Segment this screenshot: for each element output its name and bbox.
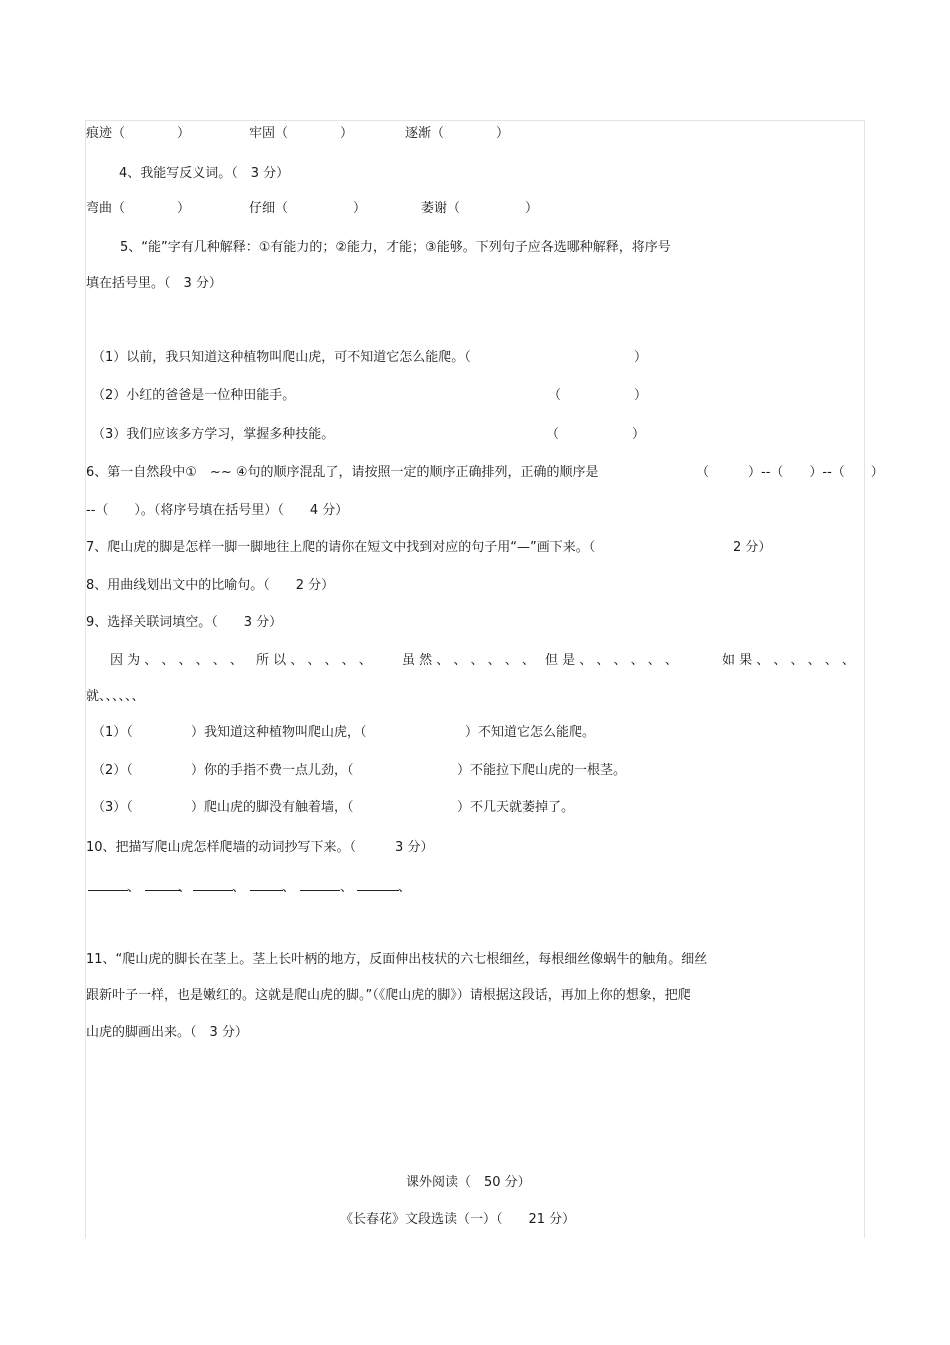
- q9-item-3-num: （3）（: [92, 800, 133, 815]
- section-subtitle: 《长春花》文段选读（一）（ 21 分）: [340, 1212, 576, 1227]
- q5-item-1-paren-close: ）: [634, 350, 648, 365]
- q7-text: 7、爬山虎的脚是怎样一脚一脚地往上爬的请你在短文中找到对应的句子用“—”画下来。（: [86, 540, 596, 555]
- q10-heading: 10、把描写爬山虎怎样爬墙的动词抄写下来。（ 3 分）: [86, 840, 434, 855]
- q9-item-2-end: ）不能拉下爬山虎的一根茎。: [457, 763, 627, 778]
- q6-line-2: --（ ）。（将序号填在括号里）（ 4 分）: [86, 503, 349, 518]
- q4-heading: 4、我能写反义词。（ 3 分）: [119, 166, 290, 181]
- q5-item-2-paren-close: ）: [634, 388, 648, 403]
- q11-line-3: 山虎的脚画出来。（ 3 分）: [86, 1025, 248, 1040]
- q5-item-2: （2）小红的爸爸是一位种田能手。: [92, 388, 296, 403]
- q5-item-3-paren-close: ）: [632, 427, 646, 442]
- q9-option-2: 所 以 、 、 、 、 、: [256, 653, 372, 668]
- q7-score: 2 分）: [733, 540, 772, 555]
- q9-option-4: 但 是 、 、 、 、 、 、: [545, 653, 678, 668]
- q10-separator-5: 、: [340, 880, 354, 895]
- q5-line-1: 5、“能”字有几种解释：①有能力的；②能力，才能；③能够。下列句子应各选哪种解释，将序号: [120, 240, 671, 255]
- q4-word-1: 弯曲（ ）: [86, 201, 191, 216]
- q9-item-2-mid: ）你的手指不费一点儿劲，（: [191, 763, 354, 778]
- q8-text: 8、用曲线划出文中的比喻句。（ 2 分）: [86, 578, 335, 593]
- q6-order-blanks: （ ）--（ ）--（ ）: [696, 465, 884, 480]
- q10-blank-2[interactable]: [145, 890, 180, 891]
- page-border-top: [85, 120, 865, 121]
- q10-separator-3: 、: [232, 880, 246, 895]
- q10-blank-1[interactable]: [88, 890, 128, 891]
- q11-line-1: 11、“爬山虎的脚长在茎上。茎上长叶柄的地方，反面伸出枝状的六七根细丝，每根细丝像蜗牛的触角。细丝: [86, 952, 708, 967]
- q6-line-1: 6、第一自然段中① ~~ ④句的顺序混乱了，请按照一定的顺序正确排列，正确的顺序是: [86, 465, 599, 480]
- q3-word-2: 牢固（ ）: [249, 126, 354, 141]
- q9-item-1-num: （1）（: [92, 725, 133, 740]
- q4-word-2: 仔细（ ）: [249, 201, 367, 216]
- q9-heading: 9、选择关联词填空。（ 3 分）: [86, 615, 283, 630]
- q9-option-3: 虽 然 、 、 、 、 、 、: [402, 653, 535, 668]
- q3-word-3: 逐渐（ ）: [405, 126, 510, 141]
- q4-word-3: 萎谢（ ）: [421, 201, 539, 216]
- q10-separator-4: 、: [282, 880, 296, 895]
- q9-item-1-end: ）不知道它怎么能爬。: [465, 725, 596, 740]
- q10-separator-1: 、: [127, 880, 141, 895]
- q10-separator-2: 、: [178, 880, 192, 895]
- page-border-right: [864, 120, 865, 1238]
- q9-item-3-mid: ）爬山虎的脚没有触着墙，（: [191, 800, 354, 815]
- q10-blank-3[interactable]: [193, 890, 233, 891]
- q10-blank-6[interactable]: [357, 890, 399, 891]
- q10-blank-4[interactable]: [250, 890, 283, 891]
- q9-option-6: 就、、、、、、: [86, 689, 145, 704]
- q9-option-5: 如 果 、 、 、 、 、 、: [722, 653, 855, 668]
- q10-separator-6: 、: [398, 880, 412, 895]
- q5-line-2: 填在括号里。（ 3 分）: [86, 276, 222, 291]
- q9-item-3-end: ）不几天就萎掉了。: [457, 800, 575, 815]
- q5-item-1: （1）以前，我只知道这种植物叫爬山虎，可不知道它怎么能爬。（: [92, 350, 471, 365]
- q5-item-3: （3）我们应该多方学习，掌握多种技能。: [92, 427, 335, 442]
- q5-item-2-paren-open: （: [548, 388, 562, 403]
- q10-blank-5[interactable]: [300, 890, 340, 891]
- q5-item-3-paren-open: （: [546, 427, 560, 442]
- q9-option-1: 因 为 、 、 、 、 、 、: [110, 653, 243, 668]
- q9-item-1-mid: ）我知道这种植物叫爬山虎，（: [191, 725, 367, 740]
- q11-line-2: 跟新叶子一样，也是嫩红的。这就是爬山虎的脚。”（《爬山虎的脚》）请根据这段话，再加上你的想象，把爬: [86, 988, 691, 1003]
- q3-word-1: 痕迹（ ）: [86, 126, 191, 141]
- section-title: 课外阅读（ 50 分）: [406, 1175, 531, 1190]
- q9-item-2-num: （2）（: [92, 763, 133, 778]
